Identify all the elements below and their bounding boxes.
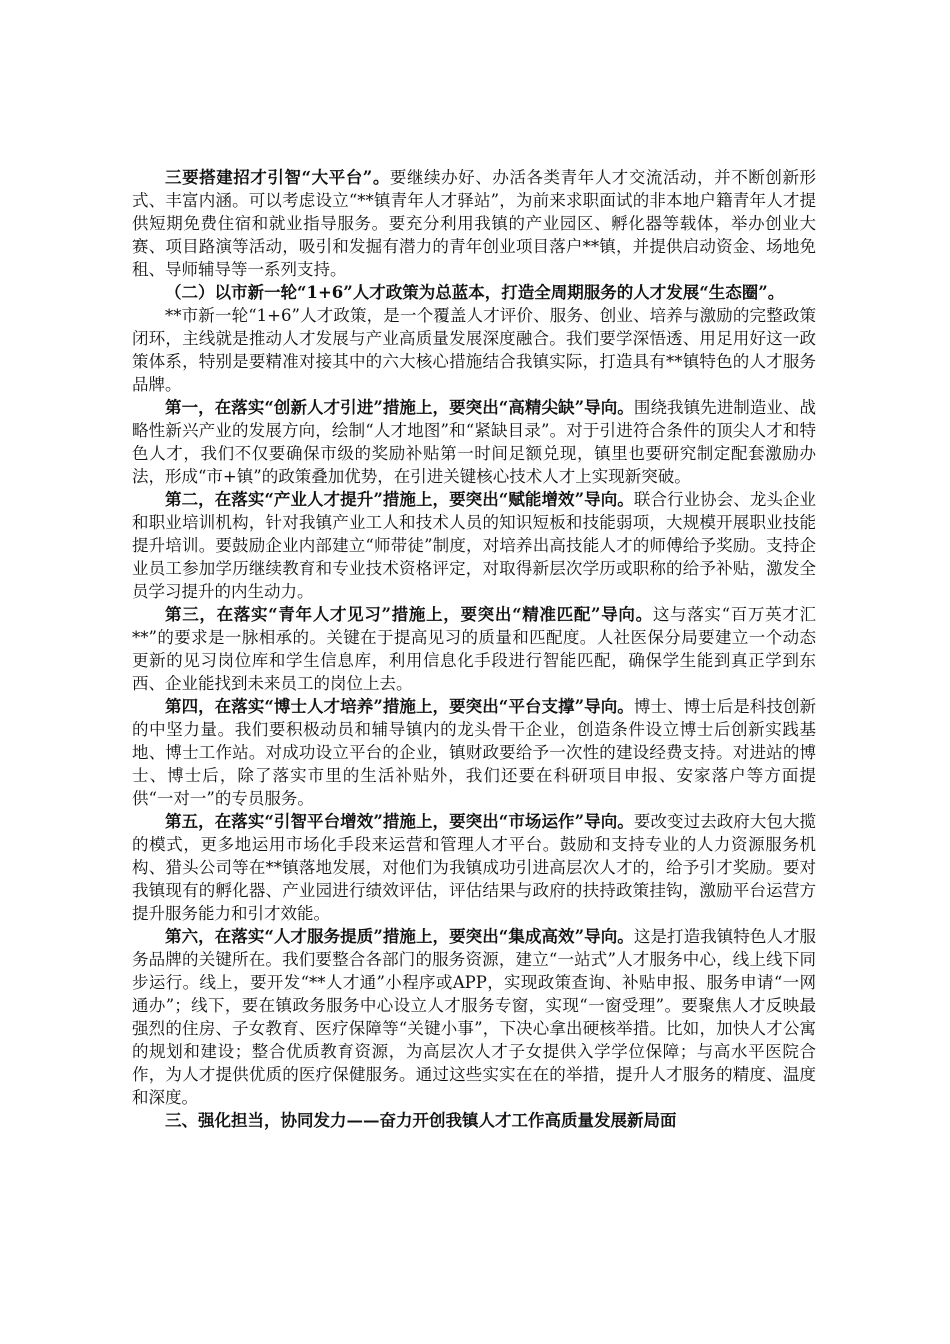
paragraph-measure-3 [132,603,816,695]
paragraph-measure-1 [132,396,816,488]
paragraph-lead: 三要搭建招才引智“大平台”。 [165,168,390,187]
paragraph-measure-6 [132,925,816,1109]
paragraph-body: **市新一轮“1+6”人才政策，是一个覆盖人才评价、服务、创业、培养与激励的完整政策闭环，主线就是推动人才发展与产业高质量发展深度融合。我们要学深悟透、用足用好这一政策体系，特别是要精准对接其中的六大核心措施结合我镇实际，打造具有**镇特色的人才服务品牌。 [132,306,816,394]
paragraph-policy-intro [132,304,816,396]
paragraph-lead: 第一，在落实“创新人才引进”措施上，要突出“高精尖缺”导向。 [165,398,634,417]
paragraph-body: 联合行业协会、龙头企业和职业培训机构，针对我镇产业工人和技术人员的知识短板和技能弱项，大规模开展职业技能提升培训。要鼓励企业内部建立“师带徒”制度，对培养出高技能人才的师傅给予奖励。支持企业员工参加学历继续教育和专业技术资格评定，对取得新层次学历或职称的给予补贴，激发全员学习提升的内生动力。 [132,490,817,601]
document-body [132,166,816,1132]
paragraph-lead: 第三，在落实“青年人才见习”措施上，要突出“精准匹配”导向。 [165,605,653,624]
paragraph-measure-4 [132,695,816,810]
paragraph-measure-2 [132,488,816,603]
paragraph-lead: 第六，在落实“人才服务提质”措施上，要突出“集成高效”导向。 [165,927,634,946]
paragraph-body: 要改变过去政府大包大揽的模式，更多地运用市场化手段来运营和管理人才平台。鼓励和支持专业的人力资源服务机构、猎头公司等在**镇落地发展，对他们为我镇成功引进高层次人才的，给予引才奖励。要对我镇现有的孵化器、产业园进行绩效评估，评估结果与政府的扶持政策挂钩，激励平台运营方提升服务能力和引才效能。 [132,812,817,923]
section-heading-three: 三、强化担当，协同发力——奋力开创我镇人才工作高质量发展新局面 [165,1111,677,1130]
paragraph-body: 这与落实“百万英才汇**”的要求是一脉相承的。关键在于提高见习的质量和匹配度。人社医保分局要建立一个动态更新的见习岗位库和学生信息库，利用信息化手段进行智能匹配，确保学生能到真正学到东西、企业能找到未来员工的岗位上去。 [132,605,817,693]
paragraph-lead: 第五，在落实“引智平台增效”措施上，要突出“市场运作”导向。 [165,812,634,831]
paragraph-lead: 第四，在落实“博士人才培养”措施上，要突出“平台支撑”导向。 [165,697,634,716]
paragraph-body: 这是打造我镇特色人才服务品牌的关键所在。我们要整合各部门的服务资源，建立“一站式”人才服务中心，线上线下同步运行。线上，要开发“**人才通”小程序或APP，实现政策查询、补贴申报、服务申请“一网通办”；线下，要在镇政务服务中心设立人才服务专窗，实现“一窗受理”。要聚焦人才反映最强烈的住房、子女教育、医疗保障等“关键小事”，下决心拿出硬核举措。比如，加快人才公寓的规划和建设；整合优质教育资源，为高层次人才子女提供入学学位保障；与高水平医院合作，为人才提供优质的医疗保健服务。通过这些实实在在的举措，提升人才服务的精度、温度和深度。 [132,927,817,1107]
paragraph-platform [132,166,816,281]
paragraph-body: 博士、博士后是科技创新的中坚力量。我们要积极动员和辅导镇内的龙头骨干企业，创造条件设立博士后创新实践基地、博士工作站。对成功设立平台的企业，镇财政要给予一次性的建设经费支持。对进站的博士、博士后，除了落实市里的生活补贴外，我们还要在科研项目申报、安家落户等方面提供“一对一”的专员服务。 [132,697,817,808]
paragraph-lead: 第二，在落实“产业人才提升”措施上，要突出“赋能增效”导向。 [165,490,634,509]
section-heading-ecosystem: （二）以市新一轮“1+6”人才政策为总蓝本，打造全周期服务的人才发展“生态圈”。 [165,283,785,302]
paragraph-body: 要继续办好、办活各类青年人才交流活动，并不断创新形式、丰富内涵。可以考虑设立“**镇青年人才驿站”，为前来求职面试的非本地户籍青年人才提供短期免费住宿和就业指导服务。要充分利用我镇的产业园区、孵化器等载体，举办创业大赛、项目路演等活动，吸引和发掘有潜力的青年创业项目落户**镇，并提供启动资金、场地免租、导师辅导等一系列支持。 [132,168,817,279]
paragraph-measure-5 [132,810,816,925]
paragraph-body: 围绕我镇先进制造业、战略性新兴产业的发展方向，绘制“人才地图”和“紧缺目录”。对于引进符合条件的顶尖人才和特色人才，我们不仅要确保市级的奖励补贴第一时间足额兑现，镇里也要研究制定配套激励办法，形成“市+镇”的政策叠加优势，在引进关键核心技术人才上实现新突破。 [132,398,817,486]
